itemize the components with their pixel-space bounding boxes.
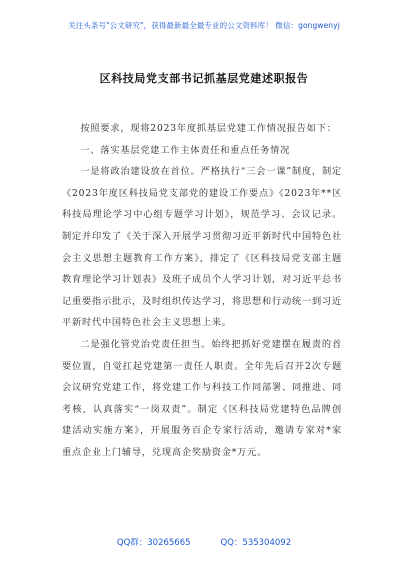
document-body (62, 118, 342, 464)
body-paragraph: 二是强化管党治党责任担当。始终把抓好党建摆在履责的首要位置，自觉扛起党建第一责任人职责。全年先后召开2次专题会议研究党建工作，将党建工作与科技工作同部署、同推进、同考核，认真落实“一岗双责”。制定《区科技局党建特色品牌创建活动实施方案》，开展服务百企专家行活动，邀请专家对*家重点企业上门辅导，兑现高企奖励资金*万元。 (62, 338, 342, 458)
header-banner: 关注头条号"公文研究"，获得最新最全最专业的公文资料库！ 微信：gongwenyj (68, 21, 340, 30)
document-title: 区科技局党支部书记抓基层党建述职报告 (99, 72, 309, 85)
qq-number: QQ：535304092 (220, 538, 292, 548)
footer-contact (0, 536, 408, 548)
body-paragraph: 一是将政治建设放在首位。严格执行“三会一课”制度，制定《2023年度区科技局党支部党的建设工作要点》《2023年**区科技局理论学习中心组专题学习计划》，规范学习、会议记录。制定并印发了《关于深入开展学习贯彻习近平新时代中国特色社会主义思想主题教育工作方案》，排定了《区科技局党支部主题教育理论学习计划表》及班子成员个人学习计划，对习近平总书记重要指示批示，及时组织传达学习，将思想和行动统一到习近平新时代中国特色社会主义思想上来。 (62, 166, 342, 329)
qq-group-number: QQ群：30265665 (116, 538, 191, 548)
section-heading: 一、落实基层党建工作主体责任和重点任务情况 (80, 144, 291, 156)
intro-paragraph: 按照要求，现将2023年度抓基层党建工作情况报告如下： (80, 123, 337, 134)
